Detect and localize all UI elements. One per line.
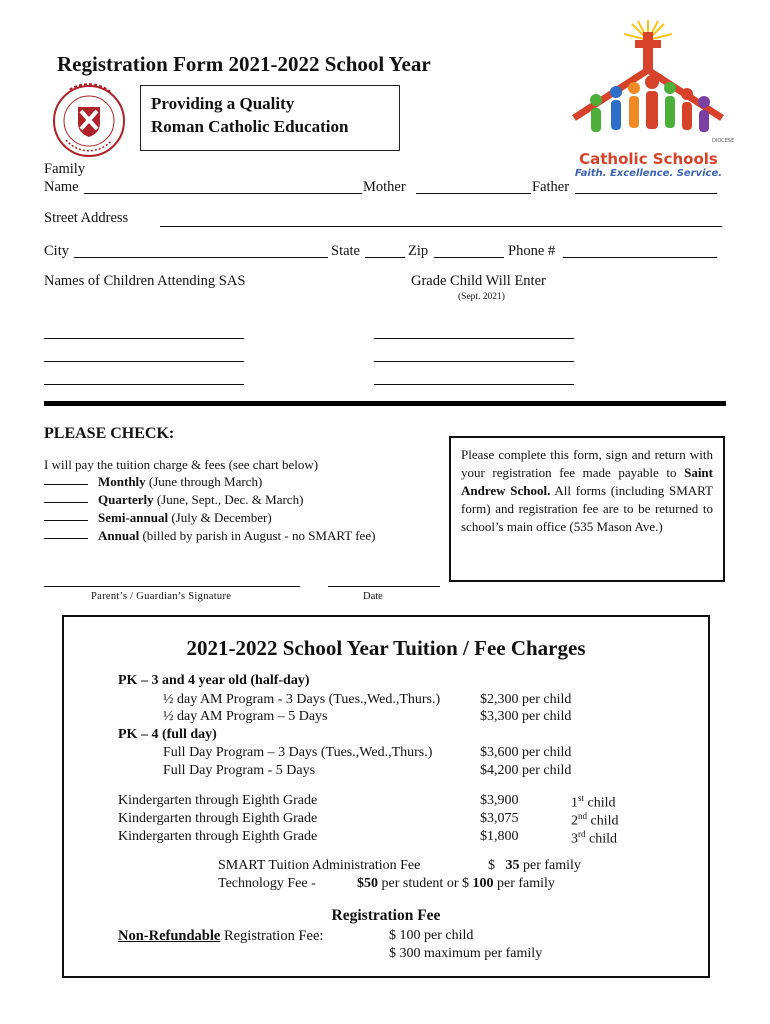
smart-suffix: per family	[519, 858, 581, 873]
father-field[interactable]	[575, 193, 717, 194]
option-quarterly[interactable]	[44, 492, 303, 508]
ordinal: 2	[571, 813, 578, 829]
instructions-text: Please complete this form, sign and return with your registration fee made payable to	[461, 447, 713, 480]
option-title: Annual	[98, 528, 140, 543]
payment-intro: I will pay the tuition charge & fees (see chart below)	[44, 457, 319, 472]
street-field[interactable]	[160, 226, 722, 227]
registration-fee-line-1: $ 100 per child	[389, 928, 474, 943]
checkbox-line[interactable]	[44, 538, 88, 539]
child-word: child	[585, 831, 617, 847]
ordinal-suffix: rd	[578, 829, 586, 839]
registration-fee-line-2: $ 300 maximum per family	[389, 946, 543, 961]
mother-field[interactable]	[416, 193, 531, 194]
option-detail: (billed by parish in August - no SMART fee)	[139, 528, 376, 543]
diocese-label: DIOCESE	[712, 138, 735, 144]
tech-suffix: per family	[493, 876, 555, 891]
pk4-row-1-price: $3,600 per child	[480, 745, 572, 760]
option-title: Quarterly	[98, 492, 154, 507]
pk4-row-2-price: $4,200 per child	[480, 763, 572, 778]
child-name-field-1[interactable]	[44, 338, 244, 339]
option-detail: (June through March)	[145, 474, 263, 489]
school-seal-logo	[52, 84, 126, 158]
logo-subtitle: Faith. Excellence. Service.	[574, 168, 723, 179]
option-title: Semi-annual	[98, 510, 169, 525]
option-annual[interactable]	[44, 528, 375, 544]
section-divider	[44, 401, 726, 406]
pk4-row-1-label: Full Day Program – 3 Days (Tues.,Wed.,Thurs.)	[163, 745, 433, 760]
state-label: State	[331, 243, 360, 259]
k8-row-1-price: $3,900	[480, 793, 519, 808]
zip-field[interactable]	[434, 257, 504, 258]
grade-label: Grade Child Will Enter	[411, 273, 546, 289]
payee-name: Saint Andrew School.	[461, 465, 713, 498]
phone-label: Phone #	[508, 243, 556, 259]
zip-label: Zip	[408, 243, 429, 259]
pk3-row-2-label: ½ day AM Program – 5 Days	[163, 709, 328, 724]
smart-fee-label: SMART Tuition Administration Fee	[218, 858, 421, 873]
page-title: Registration Form 2021-2022 School Year	[57, 52, 431, 76]
tech-family-amount: 100	[472, 876, 494, 891]
instructions-text-2: All forms (including SMART form) and registration fee are to be returned to school’s main office (535 Mason Ave.)	[461, 483, 713, 534]
option-detail: (June, Sept., Dec. & March)	[153, 492, 304, 507]
pk3-row-2-price: $3,300 per child	[480, 709, 572, 724]
child-name-field-3[interactable]	[44, 384, 244, 385]
k8-row-1-label: Kindergarten through Eighth Grade	[118, 793, 318, 808]
please-check-heading: PLEASE CHECK:	[44, 425, 175, 442]
pk3-row-1-price: $2,300 per child	[480, 692, 572, 707]
tagline-line-2: Roman Catholic Education	[151, 117, 349, 136]
grade-note: (Sept. 2021)	[458, 292, 505, 302]
name-field[interactable]	[84, 193, 362, 194]
ordinal-suffix: nd	[578, 811, 587, 821]
option-title: Monthly	[98, 474, 146, 489]
date-field[interactable]	[328, 586, 440, 587]
k8-row-2-price: $3,075	[480, 811, 519, 826]
pk3-row-1-label: ½ day AM Program - 3 Days (Tues.,Wed.,Thurs.)	[163, 692, 441, 707]
street-label: Street Address	[44, 210, 129, 226]
k8-row-3-price: $1,800	[480, 829, 519, 844]
city-field[interactable]	[74, 257, 328, 258]
k8-row-2-child	[571, 811, 619, 830]
child-grade-field-2[interactable]	[374, 361, 574, 362]
father-label: Father	[532, 179, 570, 195]
child-grade-field-3[interactable]	[374, 384, 574, 385]
child-word: child	[584, 795, 616, 811]
name-label: Name	[44, 179, 79, 195]
pk4-heading: PK – 4 (full day)	[118, 727, 217, 742]
logo-title: Catholic Schools	[579, 150, 718, 168]
k8-row-3-label: Kindergarten through Eighth Grade	[118, 829, 318, 844]
state-field[interactable]	[365, 257, 405, 258]
pk4-row-2-label: Full Day Program - 5 Days	[163, 763, 316, 778]
non-refundable-label	[118, 928, 323, 945]
tech-student-amount: $50	[357, 876, 378, 891]
k8-row-2-label: Kindergarten through Eighth Grade	[118, 811, 318, 826]
checkbox-line[interactable]	[44, 520, 88, 521]
signature-field[interactable]	[44, 586, 300, 587]
non-refundable-word: Non-Refundable	[118, 928, 221, 944]
smart-fee-amount	[488, 858, 581, 874]
pk3-heading: PK – 3 and 4 year old (half-day)	[118, 673, 310, 688]
city-label: City	[44, 243, 69, 259]
option-semi-annual[interactable]	[44, 510, 272, 526]
checkbox-line[interactable]	[44, 502, 88, 503]
tagline-line-1: Providing a Quality	[151, 94, 295, 113]
ordinal-suffix: st	[578, 793, 585, 803]
instructions-box	[449, 436, 725, 582]
tagline-box	[140, 85, 400, 151]
family-label: Family	[44, 161, 86, 177]
mother-label: Mother	[363, 179, 406, 195]
phone-field[interactable]	[563, 257, 717, 258]
k8-row-3-child	[571, 829, 617, 848]
registration-fee-heading: Registration Fee	[331, 907, 441, 924]
child-grade-field-1[interactable]	[374, 338, 574, 339]
children-label: Names of Children Attending SAS	[44, 273, 246, 289]
child-word: child	[587, 813, 619, 829]
option-monthly[interactable]	[44, 474, 262, 490]
k8-row-1-child	[571, 793, 616, 812]
dollar-sign: $	[488, 858, 495, 873]
signature-label: Parent’s / Guardian’s Signature	[91, 591, 232, 602]
ordinal: 3	[571, 831, 578, 847]
tech-mid-text: per student or $	[378, 876, 473, 891]
charges-title: 2021-2022 School Year Tuition / Fee Charges	[186, 636, 586, 660]
smart-amount: 35	[505, 858, 520, 873]
checkbox-line[interactable]	[44, 484, 88, 485]
ordinal: 1	[571, 795, 578, 811]
child-name-field-2[interactable]	[44, 361, 244, 362]
registration-fee-label: Registration Fee:	[220, 928, 324, 944]
option-detail: (July & December)	[168, 510, 272, 525]
date-label: Date	[363, 591, 383, 602]
technology-fee-label: Technology Fee -	[218, 876, 316, 891]
technology-fee-amounts	[357, 876, 555, 892]
